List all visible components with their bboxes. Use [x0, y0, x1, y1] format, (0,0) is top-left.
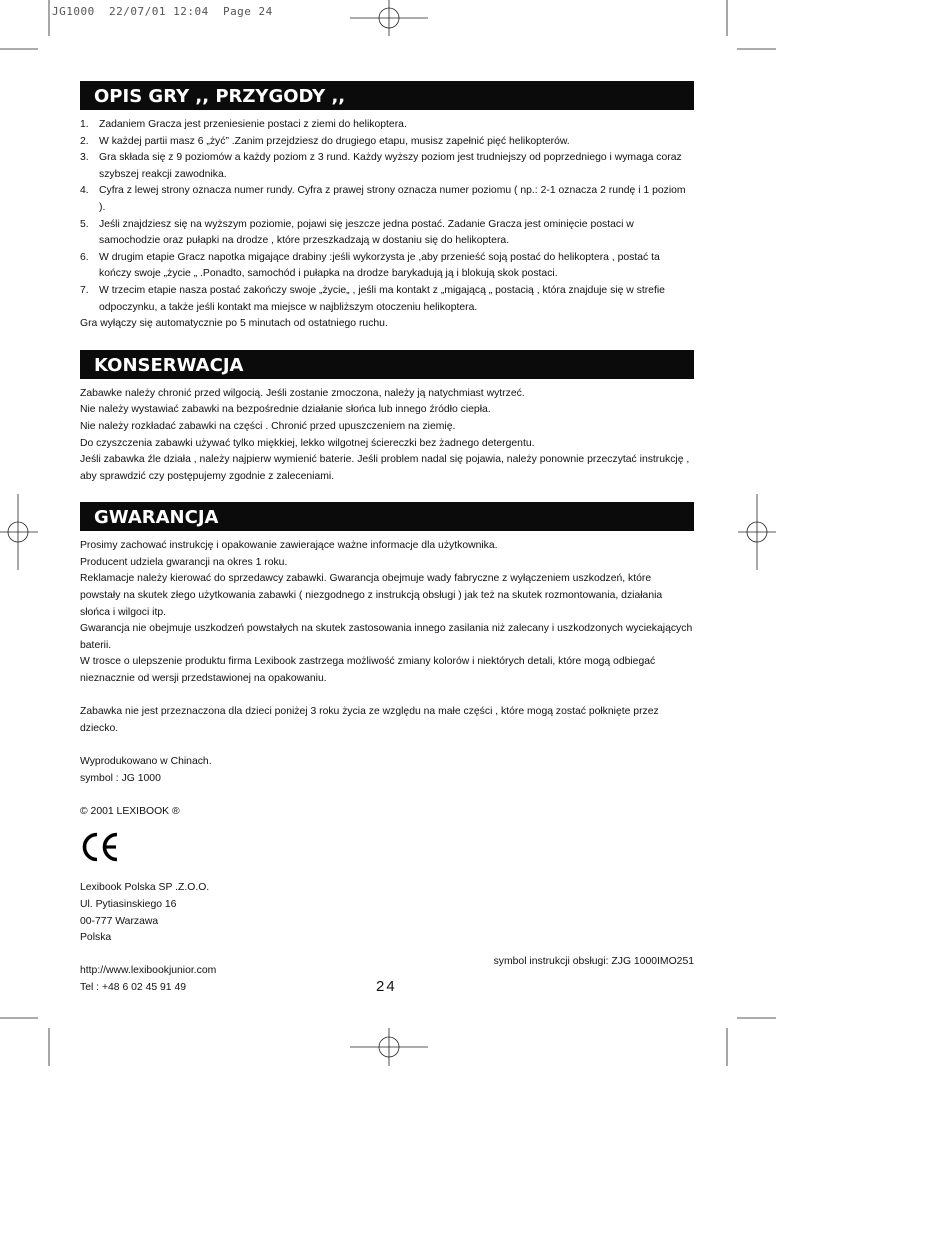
page-content — [80, 81, 694, 997]
print-slug: JG1000 22/07/01 12:04 Page 24 — [52, 5, 273, 18]
section-title-warranty: GWARANCJA — [80, 502, 694, 531]
address-line: Ul. Pytiasinskiego 16 — [80, 898, 177, 910]
registration-mark-top — [350, 0, 428, 36]
item-number: 4. — [80, 185, 89, 197]
warranty-body — [80, 538, 694, 996]
item-number: 5. — [80, 218, 89, 230]
item-text: Jeśli znajdziesz się na wyższym poziomie, pojawi się jeszcze jedna postać. Zadanie Gracza jest ominięcie postaci w samochodzie oraz pułapki na drodze , które przeszkadzają w dostaniu się do helikoptera. — [99, 218, 634, 247]
maintenance-line: Do czyszczenia zabawki używać tylko miękkiej, lekko wilgotnej ściereczki bez żadnego detergentu. — [80, 437, 535, 449]
address-line: Polska — [80, 932, 112, 944]
maintenance-line: Zabawke należy chronić przed wilgocią. Jeśli zostanie zmoczona, należy ją natychmiast wytrzeć. — [80, 387, 525, 399]
address-line: Lexibook Polska SP .Z.O.O. — [80, 882, 210, 894]
phone-number: Tel : +48 6 02 45 91 49 — [80, 981, 187, 993]
section-title-maintenance: KONSERWACJA — [80, 350, 694, 379]
item-text: Gra składa się z 9 poziomów a każdy poziom z 3 rund. Każdy wyższy poziom jest trudniejszy od poprzedniego i wymaga coraz szybszej reakcji zawodnika. — [99, 152, 682, 180]
warranty-line: Prosimy zachować instrukcję i opakowanie zawierające ważne informacje dla użytkownika. — [80, 540, 498, 552]
item-text: Cyfra z lewej strony oznacza numer rundy. Cyfra z prawej strony oznacza numer poziomu ( np.: 2-1 oznacza 2 rundę i 1 poziom ). — [99, 185, 686, 213]
list-item — [80, 250, 694, 283]
registration-mark-right — [738, 494, 776, 570]
list-item — [80, 117, 694, 134]
instruction-symbol: symbol instrukcji obsługi: ZJG 1000IMO251 — [493, 956, 694, 967]
list-item — [80, 217, 694, 250]
age-warning: Zabawka nie jest przeznaczona dla dzieci poniżej 3 roku życia ze względu na małe części , które mogą zostać połknięte przez dziecko. — [80, 706, 659, 734]
rules-list — [80, 117, 694, 316]
item-number: 1. — [80, 119, 89, 130]
warranty-line: Reklamacje należy kierować do sprzedawcy zabawki. Gwarancja obejmuje wady fabryczne z wyłączeniem uszkodzeń, które powstały na skutek złego użytkowania zabawki ( niezgodnego z instrukcją obsługi ) jak też na skutek rozmontowania, działania słońca i wilgoci itp. — [80, 573, 663, 618]
auto-off-note: Gra wyłączy się automatycznie po 5 minutach od ostatniego ruchu. — [80, 318, 388, 330]
item-number: 7. — [80, 284, 89, 296]
product-symbol: symbol : JG 1000 — [80, 772, 161, 784]
website-link[interactable]: http://www.lexibookjunior.com — [80, 965, 217, 977]
warranty-line: W trosce o ulepszenie produktu firma Lexibook zastrzega możliwość zmiany kolorów i niektórych detali, które mogą odbiegać nieznacznie od wersji przedstawionej na opakowaniu. — [80, 656, 656, 685]
item-text: W drugim etapie Gracz napotka migające drabiny :jeśli wykorzysta je ,aby przenieść soją postać do helikoptera , postać ta kończy swoje „życie „ .Ponadto, samochód i pułapka na drodze barykadują ją i blokują skok postaci. — [99, 251, 660, 280]
ce-mark-logo — [80, 830, 120, 864]
registration-mark-bottom — [350, 1028, 428, 1066]
game-description-body — [80, 117, 694, 333]
copyright-line: © 2001 LEXIBOOK ® — [80, 805, 180, 817]
item-number: 2. — [80, 135, 89, 147]
list-item — [80, 283, 694, 316]
list-item — [80, 183, 694, 216]
section-title-game-description: OPIS GRY ,, PRZYGODY ,, — [80, 81, 694, 110]
maintenance-line: Jeśli zabawka źle działa , należy najpierw wymienić baterie. Jeśli problem nadal się pojawia, należy ponownie przeczytać instrukcję , aby sprawdzić czy postępujemy zgodnie z zaleceniami. — [80, 454, 690, 482]
item-text: Zadaniem Gracza jest przeniesienie postaci z ziemi do helikoptera. — [99, 119, 407, 130]
item-text: W każdej partii masz 6 „żyć” .Zanim przejdziesz do drugiego etapu, musisz zapełnić pięć helikopterów. — [99, 135, 570, 147]
ce-mark-icon — [80, 830, 694, 874]
item-number: 3. — [80, 152, 89, 164]
maintenance-body — [80, 386, 694, 486]
made-in-note: Wyprodukowano w Chinach. — [80, 756, 212, 767]
item-text: W trzecim etapie nasza postać zakończy swoje „życie„ , jeśli ma kontakt z „migającą „ postacią , która znajduje się w strefie odpoczynku, a także jeśli kontakt ma miejsce w najbliższym otoczeniu helikoptera. — [99, 284, 665, 313]
list-item — [80, 150, 694, 183]
company-address — [80, 880, 694, 946]
address-line: 00-777 Warzawa — [80, 915, 159, 927]
warranty-line: Gwarancja nie obejmuje uszkodzeń powstałych na skutek zastosowania innego zasilania niż zalecany i uszkodzonych wyciekających baterii. — [80, 623, 693, 651]
page-number: 24 — [376, 978, 397, 995]
maintenance-line: Nie należy wystawiać zabawki na bezpośrednie działanie słońca lub innego źródło ciepła. — [80, 404, 491, 416]
item-number: 6. — [80, 251, 89, 263]
warranty-line: Producent udziela gwarancji na okres 1 roku. — [80, 556, 288, 568]
registration-mark-left — [0, 494, 38, 570]
list-item — [80, 134, 694, 151]
maintenance-line: Nie należy rozkładać zabawki na części . Chronić przed upuszczeniem na ziemię. — [80, 420, 456, 432]
